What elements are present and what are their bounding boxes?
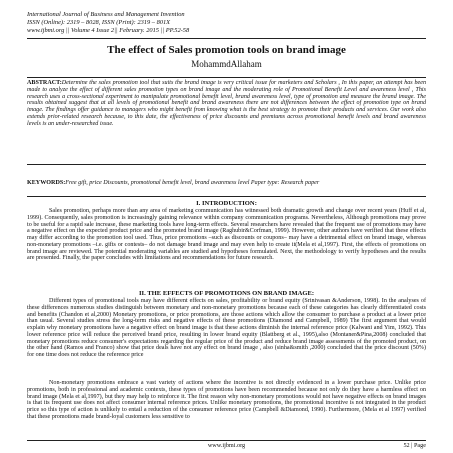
keywords-label: KEYWORDS: (27, 180, 66, 186)
abstract (27, 80, 426, 128)
abstract-text: Determine the sales promotion tool that suits the brand image is very critical issue for marketers and Scholars , In this paper, an attempt has been made to analyze the effect of different sales promotion types on brand image and the moderating role of Promotional Benefit Level and awareness level , This research uses a cross-sectional experiment to manipulate promotional benefit level, brand awareness level, type of promotion and measure the brand image. The results obtained suggest that at all levels of promotional benefit and brand awareness there are not differences between the effect of promotion type on brand image. The findings offer guidance to managers who might benefit from knowing what is the best strategy to promote their products and services. Our work also extends prior-related research because, to this date, the effectiveness of price discounts and premiums across promotional benefit levels and brand awareness levels is an under-researched issue. (27, 80, 426, 127)
keywords-text: Free gift, price Discounts, promotional benefit level, brand awareness level Paper type: Research paper (65, 180, 320, 186)
keywords (27, 180, 426, 187)
journal-header (27, 11, 427, 35)
paragraph-effects-2: Non-monetary promotions embrace a vast variety of actions where the incentive is not directly evidenced in a lower purchase price. Unlike price promotions, both in professional and academic contexts, these types of promotions have been recommended because not only do they have a harmless effect on brand image (Mela et al,1997), but they may help to reinforce it. The first reason why non-monetary promotions would not have negative effects on brand images is that its frequent use does not affect consumer internal reference prices. Unlike monetary promotions, the promotional incentive is not integrated in the product price so this type of action is unlikely to entail a reduction of the consumer reference price (Campbell &Diamond, 1990). Furthermore, (Mela et al 1997) verified that these promotions made brand-loyal customers less sensitive to (27, 380, 426, 420)
journal-name: International Journal of Business and Management Invention (27, 11, 185, 18)
page-number: 52 | Page (403, 442, 426, 449)
section-heading-effects: II. THE EFFECTS OF PROMOTIONS ON BRAND IMAGE: (138, 290, 315, 297)
paragraph-introduction: Sales promotion, perhaps more than any area of marketing communication has witnessed both dramatic growth and change over recent years (Huff et al, 1999). Consequently, sales promotion is increasingly gaining relevance within company communication programs. Nevertheless, Although promotions may prove to be useful for a rapid sale increase, these marketing tools have long-term effects. Several researchers have revealed that the frequent use of promotions may have a negative effect on the expected product price and the promoted brand image (Raghubir&Corfman, 1999). However, other authors have verified that these effects may differ according to the promotion tool used. Thus, price promotions –such as discounts or coupons– may have a detrimental effect on brand image, whereas non-monetary promotions –i.e. gifts or contests– do not damage brand image and may even help to create it(Mela et al,1997). First, the effects of promotions on brand image are reviewed. The potential moderating variables are studied and hypotheses formulated. Next, the methodology to verify hypotheses and the results are presented. Finally, the paper concludes with limitations and recommendations for future research. (27, 208, 426, 262)
keywords-divider (27, 196, 426, 197)
abstract-box (27, 77, 426, 165)
paper-author: MohammdAllaham (191, 59, 262, 69)
footer-url: www.ijbmi.org (207, 442, 246, 449)
paragraph-effects-1: Different types of promotional tools may have different effects on sales, profitability or brand equity (Srinivasan &Anderson, 1998). In the analyses of these differences numerous studies distinguish between monetary and non-monetary promotions because each of these categories has clearly differentiated costs and benefits (Chandon et al,2000) Monetary promotions, or price promotions, are those actions which allow the consumer to purchase a product at a lower price than usual. Several studies stress the long-term risks and negative effects of these promotions (Diamond and Campbell, 1989) The first argument that would explain why monetary promotions have a negative effect on brand image is that these actions diminish the internal reference price (Kalwani and Yim, 1992). This lower reference price will reduce the perceived brand price, resulting in lower brand equity (Blattberg et al., 1995),also (Montaner&Pina,2008) concluded that monetary promotions reduce consumer's expectations regarding the regular price of the product and reduce brand image assessments of the promoted product, on the other hand (Ramos and Franco) show that price deals have not any effect on brand image , also (sinha&smith ,2000) concluded that the price discount (50%) for one time does not reduce the reference price (27, 298, 426, 358)
footer-divider (27, 440, 426, 441)
journal-issn: ISSN (Online): 2319 – 8028, ISSN (Print): 2319 – 801X (27, 19, 171, 26)
abstract-label: ABSTRACT: (27, 80, 62, 86)
paper-title: The effect of Sales promotion tools on brand image (107, 44, 346, 56)
journal-volume: www.ijbmi.org || Volume 4 Issue 2|| February. 2015 || PP.52-58 (27, 27, 190, 34)
section-heading-introduction: I. INTRODUCTION: (196, 200, 257, 207)
header-divider (27, 38, 426, 39)
